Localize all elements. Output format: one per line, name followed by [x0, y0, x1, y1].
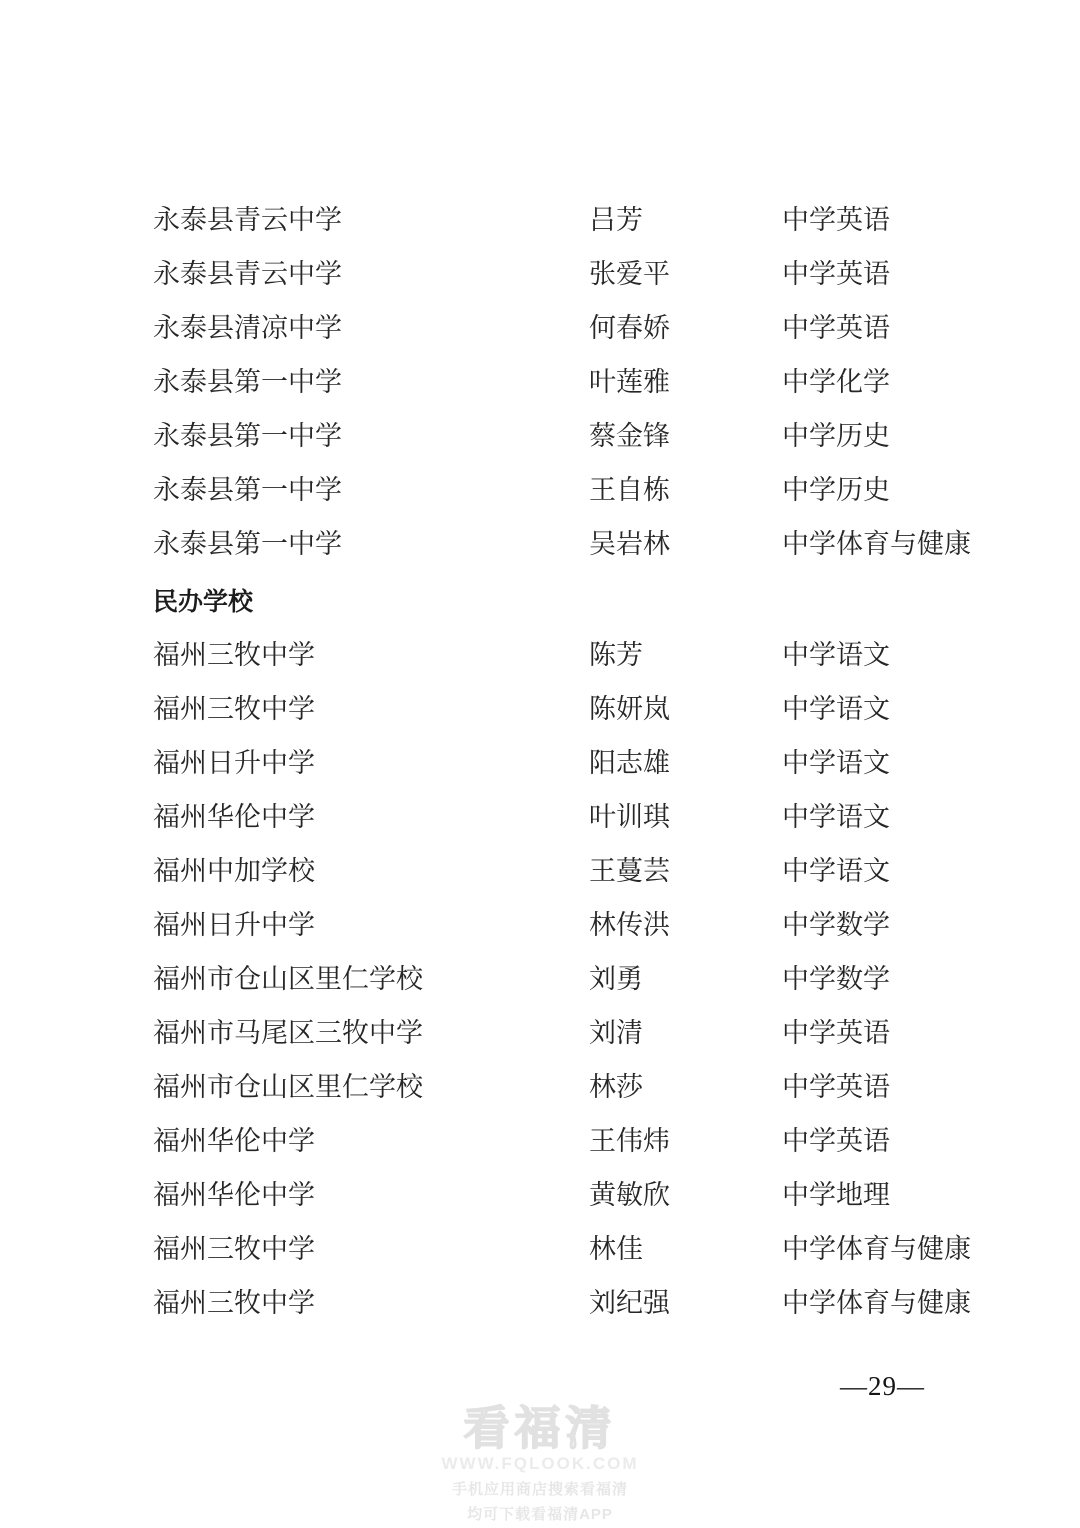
- table-row: [153, 193, 1080, 247]
- watermark: [0, 1404, 1080, 1524]
- subject-cell: 中学英语: [782, 1125, 890, 1156]
- teacher-name-cell: 林莎: [589, 1071, 643, 1102]
- table-row: [153, 952, 1080, 1006]
- school-cell: 福州三牧中学: [153, 639, 315, 670]
- table-row: [153, 1006, 1080, 1060]
- school-cell: 福州华伦中学: [153, 801, 315, 832]
- school-cell: 福州市仓山区里仁学校: [153, 1071, 423, 1102]
- subject-cell: 中学体育与健康: [782, 1287, 971, 1318]
- school-cell: 福州日升中学: [153, 909, 315, 940]
- subject-cell: 中学语文: [782, 693, 890, 724]
- school-cell: 福州市仓山区里仁学校: [153, 963, 423, 994]
- school-cell: 福州三牧中学: [153, 1233, 315, 1264]
- school-cell: 福州市马尾区三牧中学: [153, 1017, 423, 1048]
- table-row: [153, 355, 1080, 409]
- subject-cell: 中学语文: [782, 801, 890, 832]
- teacher-name-cell: 黄敏欣: [589, 1179, 670, 1210]
- table-row: [153, 1114, 1080, 1168]
- table-row: [153, 517, 1080, 571]
- teacher-name-cell: 吕芳: [589, 204, 643, 235]
- school-cell: 福州三牧中学: [153, 693, 315, 724]
- subject-cell: 中学地理: [782, 1179, 890, 1210]
- teacher-name-cell: 张爱平: [589, 258, 670, 289]
- table-row: [153, 463, 1080, 517]
- teacher-name-cell: 阳志雄: [589, 747, 670, 778]
- section-header-private-schools: 民办学校: [153, 587, 254, 616]
- subject-cell: 中学语文: [782, 855, 890, 886]
- subject-cell: 中学英语: [782, 204, 890, 235]
- watermark-logo-text: 看福清: [463, 1402, 617, 1454]
- watermark-url: WWW.FQLOOK.COM: [441, 1454, 639, 1474]
- teacher-name-cell: 叶莲雅: [589, 366, 670, 397]
- school-cell: 永泰县第一中学: [153, 528, 342, 559]
- table-row: [153, 1276, 1080, 1330]
- watermark-line2: 均可下载看福清APP: [467, 1506, 613, 1524]
- table-row: [153, 898, 1080, 952]
- teacher-name-cell: 陈妍岚: [589, 693, 670, 724]
- teacher-name-cell: 蔡金锋: [589, 420, 670, 451]
- teacher-name-cell: 刘清: [589, 1017, 643, 1048]
- school-cell: 福州三牧中学: [153, 1287, 315, 1318]
- subject-cell: 中学语文: [782, 747, 890, 778]
- teacher-name-cell: 叶训琪: [589, 801, 670, 832]
- teacher-name-cell: 王伟炜: [589, 1125, 670, 1156]
- subject-cell: 中学数学: [782, 909, 890, 940]
- teacher-name-cell: 王蔓芸: [589, 855, 670, 886]
- school-cell: 永泰县第一中学: [153, 474, 342, 505]
- school-cell: 福州日升中学: [153, 747, 315, 778]
- table-row: [153, 790, 1080, 844]
- subject-cell: 中学历史: [782, 420, 890, 451]
- subject-cell: 中学语文: [782, 639, 890, 670]
- subject-cell: 中学化学: [782, 366, 890, 397]
- table-row: [153, 247, 1080, 301]
- teacher-name-cell: 陈芳: [589, 639, 643, 670]
- page-number: —29—: [840, 1371, 925, 1401]
- table-row: [153, 1168, 1080, 1222]
- teacher-name-cell: 刘纪强: [589, 1287, 670, 1318]
- table-row: [153, 736, 1080, 790]
- school-cell: 永泰县青云中学: [153, 258, 342, 289]
- subject-cell: 中学英语: [782, 1071, 890, 1102]
- teacher-name-cell: 吴岩林: [589, 528, 670, 559]
- watermark-line1: 手机应用商店搜索看福清: [451, 1481, 628, 1499]
- teacher-name-cell: 林传洪: [589, 909, 670, 940]
- subject-cell: 中学英语: [782, 312, 890, 343]
- school-cell: 永泰县第一中学: [153, 420, 342, 451]
- subject-cell: 中学英语: [782, 1017, 890, 1048]
- teacher-name-cell: 王自栋: [589, 474, 670, 505]
- school-cell: 福州中加学校: [153, 855, 315, 886]
- subject-cell: 中学英语: [782, 258, 890, 289]
- table-row: [153, 1222, 1080, 1276]
- subject-cell: 中学体育与健康: [782, 528, 971, 559]
- subject-cell: 中学历史: [782, 474, 890, 505]
- subject-cell: 中学数学: [782, 963, 890, 994]
- teacher-award-table: [153, 193, 1080, 1330]
- table-row: [153, 301, 1080, 355]
- subject-cell: 中学体育与健康: [782, 1233, 971, 1264]
- teacher-name-cell: 刘勇: [589, 963, 643, 994]
- table-row: [153, 409, 1080, 463]
- teacher-name-cell: 何春娇: [589, 312, 670, 343]
- teacher-name-cell: 林佳: [589, 1233, 643, 1264]
- table-row: [153, 1060, 1080, 1114]
- table-row: [153, 628, 1080, 682]
- school-cell: 福州华伦中学: [153, 1125, 315, 1156]
- school-cell: 永泰县第一中学: [153, 366, 342, 397]
- school-cell: 永泰县青云中学: [153, 204, 342, 235]
- table-row: [153, 844, 1080, 898]
- table-row: [153, 682, 1080, 736]
- school-cell: 福州华伦中学: [153, 1179, 315, 1210]
- school-cell: 永泰县清凉中学: [153, 312, 342, 343]
